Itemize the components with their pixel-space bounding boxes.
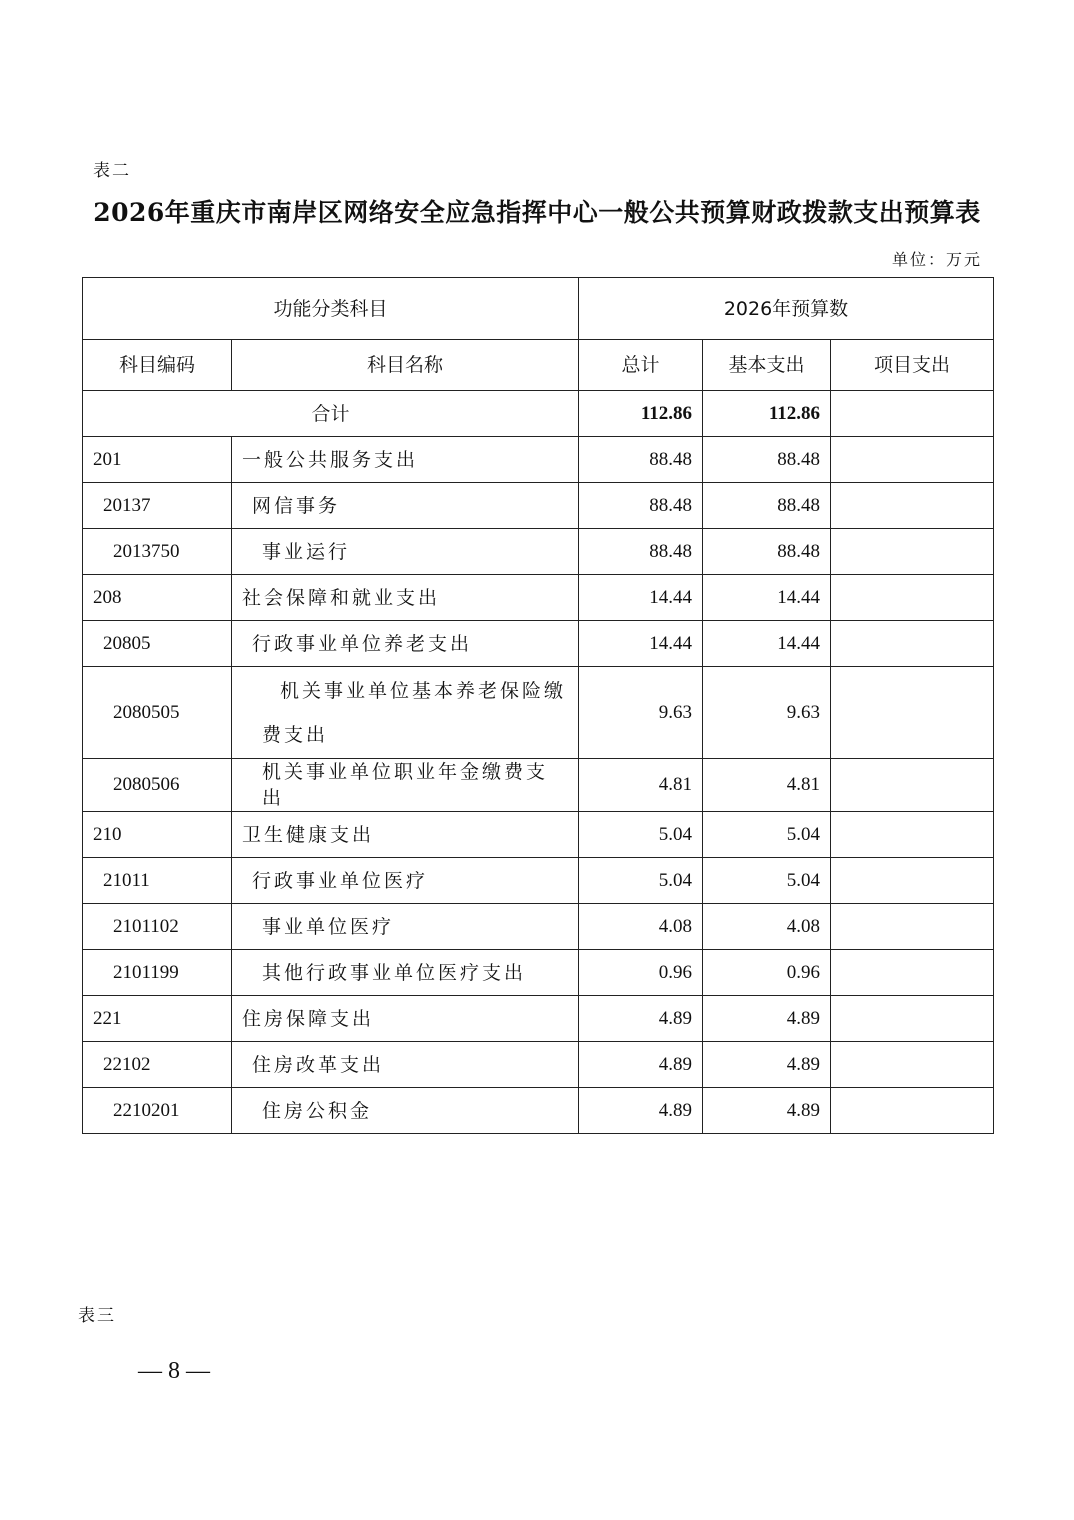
row-total: 9.63 bbox=[579, 667, 703, 759]
header-functional-classification: 功能分类科目 bbox=[83, 278, 579, 340]
row-total: 88.48 bbox=[579, 529, 703, 575]
table-row bbox=[83, 575, 994, 621]
header-subject-name: 科目名称 bbox=[232, 340, 579, 391]
header-basic-expenditure: 基本支出 bbox=[703, 340, 831, 391]
row-name: 住房保障支出 bbox=[232, 996, 579, 1042]
row-total: 5.04 bbox=[579, 812, 703, 858]
row-project bbox=[831, 1088, 994, 1134]
row-project bbox=[831, 437, 994, 483]
row-name: 机关事业单位基本养老保险缴费支出 bbox=[232, 667, 579, 759]
total-row-basic: 112.86 bbox=[703, 391, 831, 437]
row-name: 其他行政事业单位医疗支出 bbox=[232, 950, 579, 996]
row-basic: 4.89 bbox=[703, 996, 831, 1042]
row-total: 4.89 bbox=[579, 996, 703, 1042]
row-code: 221 bbox=[83, 996, 232, 1042]
total-row-project bbox=[831, 391, 994, 437]
header-group-row bbox=[83, 278, 994, 340]
row-project bbox=[831, 812, 994, 858]
row-code: 2210201 bbox=[83, 1088, 232, 1134]
row-project bbox=[831, 1042, 994, 1088]
row-project bbox=[831, 996, 994, 1042]
row-total: 4.81 bbox=[579, 759, 703, 812]
document-title: 2026年重庆市南岸区网络安全应急指挥中心一般公共预算财政拨款支出预算表 bbox=[93, 198, 981, 227]
row-project bbox=[831, 483, 994, 529]
row-code: 20137 bbox=[83, 483, 232, 529]
row-project bbox=[831, 950, 994, 996]
header-total: 总计 bbox=[579, 340, 703, 391]
header-subject-code: 科目编码 bbox=[83, 340, 232, 391]
budget-table bbox=[82, 277, 994, 1134]
row-name: 事业运行 bbox=[232, 529, 579, 575]
table-row bbox=[83, 621, 994, 667]
row-total: 4.08 bbox=[579, 904, 703, 950]
row-basic: 88.48 bbox=[703, 529, 831, 575]
row-basic: 4.89 bbox=[703, 1088, 831, 1134]
next-table-label: 表三 bbox=[78, 1306, 116, 1326]
row-total: 14.44 bbox=[579, 621, 703, 667]
row-name: 机关事业单位职业年金缴费支出 bbox=[232, 759, 579, 812]
table-row bbox=[83, 858, 994, 904]
table-label: 表二 bbox=[93, 161, 131, 181]
row-code: 2080506 bbox=[83, 759, 232, 812]
row-total: 4.89 bbox=[579, 1042, 703, 1088]
row-code: 20805 bbox=[83, 621, 232, 667]
row-basic: 14.44 bbox=[703, 621, 831, 667]
row-name: 事业单位医疗 bbox=[232, 904, 579, 950]
row-name: 网信事务 bbox=[232, 483, 579, 529]
row-project bbox=[831, 529, 994, 575]
total-row-total: 112.86 bbox=[579, 391, 703, 437]
row-project bbox=[831, 575, 994, 621]
row-project bbox=[831, 904, 994, 950]
header-budget-2026: 2026年预算数 bbox=[579, 278, 994, 340]
row-name: 行政事业单位医疗 bbox=[232, 858, 579, 904]
total-label: 合计 bbox=[83, 391, 579, 437]
row-name: 卫生健康支出 bbox=[232, 812, 579, 858]
row-total: 5.04 bbox=[579, 858, 703, 904]
header-column-row bbox=[83, 340, 994, 391]
row-code: 2080505 bbox=[83, 667, 232, 759]
row-basic: 5.04 bbox=[703, 858, 831, 904]
row-project bbox=[831, 667, 994, 759]
table-row bbox=[83, 1042, 994, 1088]
row-basic: 88.48 bbox=[703, 483, 831, 529]
row-project bbox=[831, 621, 994, 667]
unit-label: 单位：万元 bbox=[891, 250, 982, 269]
page-number: — 8 — bbox=[138, 1358, 210, 1384]
row-basic: 4.81 bbox=[703, 759, 831, 812]
row-name: 行政事业单位养老支出 bbox=[232, 621, 579, 667]
row-name: 住房公积金 bbox=[232, 1088, 579, 1134]
row-name: 社会保障和就业支出 bbox=[232, 575, 579, 621]
row-total: 14.44 bbox=[579, 575, 703, 621]
row-basic: 9.63 bbox=[703, 667, 831, 759]
total-row bbox=[83, 391, 994, 437]
table-row bbox=[83, 529, 994, 575]
row-code: 208 bbox=[83, 575, 232, 621]
row-basic: 0.96 bbox=[703, 950, 831, 996]
table-row bbox=[83, 759, 994, 812]
table-row bbox=[83, 1088, 994, 1134]
row-code: 2101199 bbox=[83, 950, 232, 996]
table-row bbox=[83, 812, 994, 858]
table-row bbox=[83, 996, 994, 1042]
row-name: 住房改革支出 bbox=[232, 1042, 579, 1088]
header-project-expenditure: 项目支出 bbox=[831, 340, 994, 391]
table-row bbox=[83, 950, 994, 996]
table-row bbox=[83, 904, 994, 950]
row-total: 4.89 bbox=[579, 1088, 703, 1134]
row-code: 22102 bbox=[83, 1042, 232, 1088]
row-code: 210 bbox=[83, 812, 232, 858]
row-code: 2013750 bbox=[83, 529, 232, 575]
budget-table-body bbox=[83, 278, 994, 1134]
row-basic: 5.04 bbox=[703, 812, 831, 858]
row-basic: 88.48 bbox=[703, 437, 831, 483]
row-total: 0.96 bbox=[579, 950, 703, 996]
row-code: 201 bbox=[83, 437, 232, 483]
table-row bbox=[83, 437, 994, 483]
row-code: 21011 bbox=[83, 858, 232, 904]
row-total: 88.48 bbox=[579, 483, 703, 529]
row-name: 一般公共服务支出 bbox=[232, 437, 579, 483]
table-row bbox=[83, 667, 994, 759]
row-project bbox=[831, 858, 994, 904]
row-basic: 4.08 bbox=[703, 904, 831, 950]
row-total: 88.48 bbox=[579, 437, 703, 483]
row-code: 2101102 bbox=[83, 904, 232, 950]
row-basic: 14.44 bbox=[703, 575, 831, 621]
row-project bbox=[831, 759, 994, 812]
row-basic: 4.89 bbox=[703, 1042, 831, 1088]
table-row bbox=[83, 483, 994, 529]
